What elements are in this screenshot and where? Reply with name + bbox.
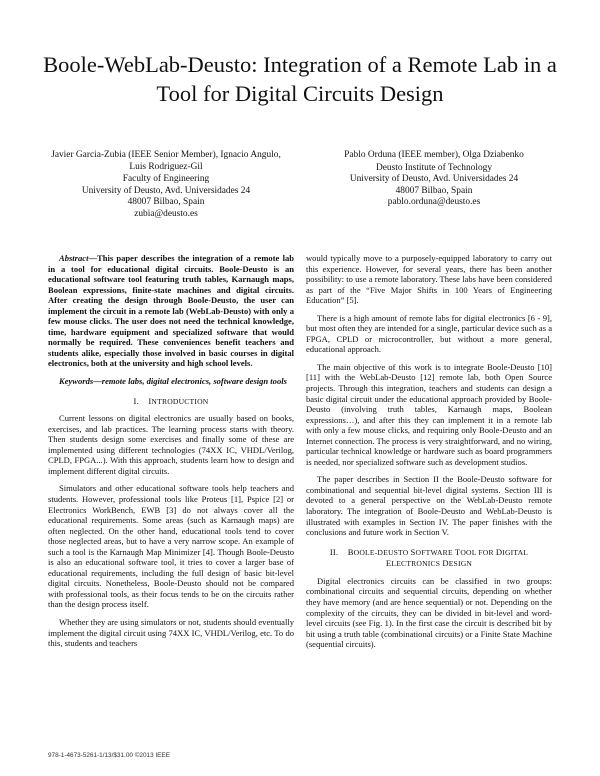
section-title-initial: I <box>148 395 152 406</box>
section-title-part: OOL FOR <box>460 547 496 557</box>
section-title-rest: NTRODUCTION <box>151 396 209 406</box>
author-affiliation: Faculty of Engineering <box>122 174 210 185</box>
body-paragraph: There is a high amount of remote labs for digital electronics [6 - 9], but most often they are intended for a single, particular device such as a FPGA, CPLD or microcontroller, but without a more general, educational approach. <box>306 312 552 355</box>
section-title-initial: D <box>495 546 503 557</box>
keywords-text: —remote labs, digital electronics, software design tools <box>93 376 287 387</box>
paper-title: Boole-WebLab-Deusto: Integration of a Remote Lab in a Tool for Digital Circuits Design <box>43 52 557 106</box>
author-block-left <box>44 150 288 221</box>
author-names: Javier Garcia-Zubia (IEEE Senior Member), Ignacio Angulo, Luis Rodriguez-Gil <box>51 150 281 172</box>
author-affiliation: Deusto Institute of Technology <box>375 162 493 173</box>
section-title-part: ESIGN <box>448 559 473 569</box>
left-column <box>48 253 294 656</box>
section-title-initial: B <box>347 546 354 557</box>
section-title-initial: D <box>442 558 449 569</box>
right-column <box>306 253 552 657</box>
section-number: I. <box>133 395 139 406</box>
section-number: II. <box>329 546 339 557</box>
keywords <box>48 376 294 387</box>
section-title-part: IGITAL <box>502 547 529 557</box>
body-paragraph: Simulators and other educational software tools help teachers and students. However, professional tools like Proteus [1], Pspice [2] or Electronics WorkBench, EWB [3] do not always cover all the educational requirements. Some areas (such as Karnaugh maps) are often neglected. On the other hand, educational tools tend to cover those neglected areas, but to have a very narrow scope. An example of such a tool is the Karnaugh Map Minimizer [4]. Though Boole-Deusto is also an educational software tool, it tries to cover a larger base of educational requirements, including the full design of basic bit-level digital circuits. Nonetheless, Boole-Deusto should not be compared with professional tools, as their focus tends to be on the circuits rather than the design process itself. <box>48 483 294 610</box>
section-title-part: LECTRONICS <box>391 559 443 569</box>
keywords-label: Keywords <box>59 376 94 387</box>
author-block-right <box>306 150 562 209</box>
abstract-text: —This paper describes the integration of a remote lab in a tool for educational digital circuits. Boole-Deusto is an educational software tool featuring truth tables, Karnaugh maps, Boolean expressions, finite-state machines and digital circuits. After creating the design through Boole-Deusto, the user can implement the circuit in a remote lab (WebLab-Deusto) with only a few mouse clicks. The user does not need the technical knowledge, time, hardware equipment and specialized software that would normally be required. These conveniences benefit teachers and students alike, especially those involved in basic courses in digital electronics, both at the university and high school levels. <box>48 253 294 369</box>
section-title-initial: S <box>410 546 416 557</box>
author-city: 48007 Bilbao, Spain <box>395 185 473 196</box>
section-heading-boole-deusto <box>306 547 552 570</box>
abstract <box>48 253 294 369</box>
author-address: University of Deusto, Avd. Universidades 24 <box>81 185 251 196</box>
body-paragraph: would typically move to a purposely-equipped laboratory to carry out this experience. However, for several years, there has been another possibility: to use a remote laboratory. These labs have been considered as part of the “Five Major Shifts in 100 Years of Engineering Education” [5]. <box>306 253 552 306</box>
author-email[interactable]: zubia@deusto.es <box>134 208 198 219</box>
section-title-initial: E <box>385 558 392 569</box>
copyright-footer: 978-1-4673-5261-1/13/$31.00 ©2013 IEEE <box>48 752 170 759</box>
body-paragraph: Current lessons on digital electronics are usually based on books, exercises, and lab practices. The learning process starts with theory. Then students design some exercises and finally some of these are implemented using different technologies (74XX IC, VHDL/Verilog, CPLD, FPGA...). With this approach, students learn how to design and implement different digital circuits. <box>48 413 294 476</box>
section-title-initial: T <box>454 546 461 557</box>
author-email[interactable]: pablo.orduna@deusto.es <box>387 197 481 208</box>
author-names: Pablo Orduna (IEEE member), Olga Dziabenko <box>344 150 524 160</box>
author-city: 48007 Bilbao, Spain <box>127 197 205 208</box>
section-title-part: OOLE-DEUSTO <box>353 547 411 557</box>
section-title-part: OFTWARE <box>415 547 455 557</box>
body-paragraph: Whether they are using simulators or not, students should eventually implement the digital circuit using 74XX IC, VHDL/Verilog, etc. To do this, students and teachers <box>48 617 294 649</box>
body-paragraph: Digital electronics circuits can be classified in two groups: combinational circuits and sequential circuits, depending on whether they have memory (and are hence sequential) or not. Depending on the complexity of the circuits, they can be divided in bit-level and word-level circuits (see Fig. 1). In the first case the circuit is described bit by bit using a truth table (combinational circuits) or a Finite State Machine (sequential circuits). <box>306 575 552 650</box>
abstract-label: Abstract <box>59 253 89 263</box>
section-heading-introduction <box>48 396 294 408</box>
author-address: University of Deusto, Avd. Universidades 24 <box>349 174 519 185</box>
body-paragraph: The main objective of this work is to integrate Boole-Deusto [10][11] with the WebLab-Deusto [12] remote lab, both Open Source projects. Through this integration, teachers and students can design a basic digital circuit under the educational approach provided by Boole-Deusto (involving truth tables, Karnaugh maps, Boolean expressions…), and after this they can implement it in a remote lab with only a few mouse clicks, and requiring only Boole-Deusto and an Internet connection. The process is very straightforward, and no wiring, particular technical knowledge or hardware such as board programmers is needed, nor specialized software such as development studios. <box>306 361 552 467</box>
body-paragraph: The paper describes in Section II the Boole-Deusto software for combinational and sequential bit-level digital systems. Section III is devoted to a general perspective on the WebLab-Deusto remote laboratory. The integration of Boole-Deusto and WebLab-Deusto is illustrated with examples in Section IV. The paper finishes with the conclusions and future work in Section V. <box>306 474 552 538</box>
